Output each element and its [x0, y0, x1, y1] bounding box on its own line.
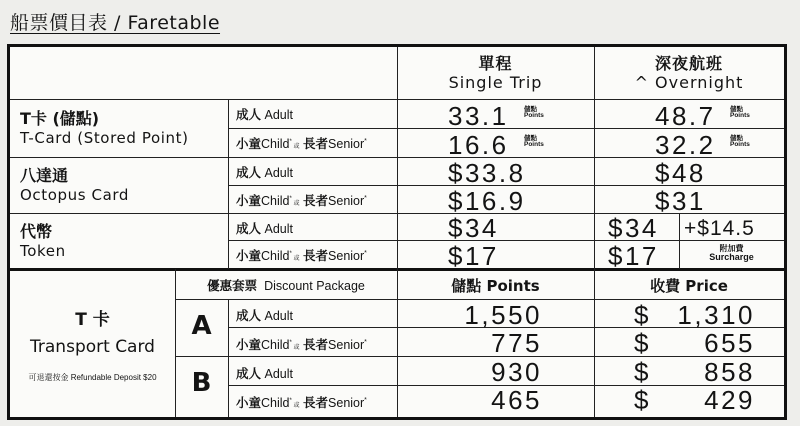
discount-package-header: 優惠套票 Discount Package [207, 279, 365, 293]
points-tag: 儲點 Points [524, 135, 544, 148]
points-tag: 儲點 Points [730, 135, 750, 148]
child-senior-label: 小童Child* 或 長者Senior* [236, 137, 367, 151]
adult-label: 成人 Adult [236, 222, 293, 236]
price-header: 收費 Price [650, 277, 728, 295]
child-senior-label: 小童Child* 或 長者Senior* [236, 338, 367, 352]
package-a-label: A [191, 311, 212, 341]
fare-value: $16.9 [448, 186, 526, 216]
divider [175, 356, 784, 357]
package-price: 1,310 [677, 300, 755, 330]
fare-value: $17 [608, 241, 659, 271]
package-points: 1,550 [464, 300, 542, 330]
octopus-label-en: Octopus Card [20, 186, 130, 204]
child-senior-label: 小童Child* 或 長者Senior* [236, 396, 367, 410]
tcard-title-en: Transport Card [30, 337, 155, 357]
package-points: 930 [491, 357, 542, 387]
points-tag: 儲點 Points [524, 106, 544, 119]
tcard-title-zh: T 卡 [75, 310, 110, 330]
currency-sign: $ [634, 300, 651, 330]
octopus-label-zh: 八達通 [20, 166, 69, 185]
currency-sign: $ [634, 357, 651, 387]
fare-value: $34 [608, 213, 659, 243]
token-label-zh: 代幣 [20, 222, 53, 241]
surcharge-label-en: Surcharge [709, 252, 754, 262]
tcard-stored-label-en: T-Card (Stored Point) [20, 129, 189, 147]
refundable-deposit-note: 可退還按金 Refundable Deposit $20 [28, 373, 157, 382]
adult-label: 成人 Adult [236, 108, 293, 122]
fare-value: 48.7 [655, 101, 716, 131]
fare-value: 16.6 [448, 130, 509, 160]
fare-value: 33.1 [448, 101, 509, 131]
tcard-stored-label-zh: T卡 (儲點) [20, 109, 100, 128]
divider [228, 299, 229, 417]
package-price: 858 [704, 357, 755, 387]
surcharge-value: +$14.5 [684, 217, 755, 240]
fare-value: $48 [655, 158, 706, 188]
child-senior-label: 小童Child* 或 長者Senior* [236, 249, 367, 263]
surcharge-label-zh: 附加費 [719, 244, 744, 253]
adult-label: 成人 Adult [236, 309, 293, 323]
faretable-board [7, 44, 787, 420]
single-trip-header-en: Single Trip [448, 73, 543, 92]
package-price: 655 [704, 328, 755, 358]
page-title: 船票價目表 / Faretable [10, 12, 221, 34]
points-header: 儲點 Points [451, 277, 540, 295]
points-tag: 儲點 Points [730, 106, 750, 119]
currency-sign: $ [634, 385, 651, 415]
fare-value: $17 [448, 241, 499, 271]
overnight-header-zh: 深夜航班 [654, 54, 723, 73]
currency-sign: $ [634, 328, 651, 358]
single-trip-header-zh: 單程 [478, 54, 513, 73]
adult-label: 成人 Adult [236, 166, 293, 180]
fare-value: $33.8 [448, 158, 526, 188]
fare-value: $31 [655, 186, 706, 216]
package-points: 775 [491, 328, 542, 358]
adult-label: 成人 Adult [236, 367, 293, 381]
token-label-en: Token [20, 242, 66, 260]
fare-value: $34 [448, 213, 499, 243]
divider [594, 47, 595, 417]
child-senior-label: 小童Child* 或 長者Senior* [236, 194, 367, 208]
overnight-header-en: ^ Overnight [634, 73, 744, 92]
fare-value: 32.2 [655, 130, 716, 160]
package-points: 465 [491, 385, 542, 415]
package-price: 429 [704, 385, 755, 415]
package-b-label: B [191, 368, 212, 398]
divider [228, 99, 229, 269]
